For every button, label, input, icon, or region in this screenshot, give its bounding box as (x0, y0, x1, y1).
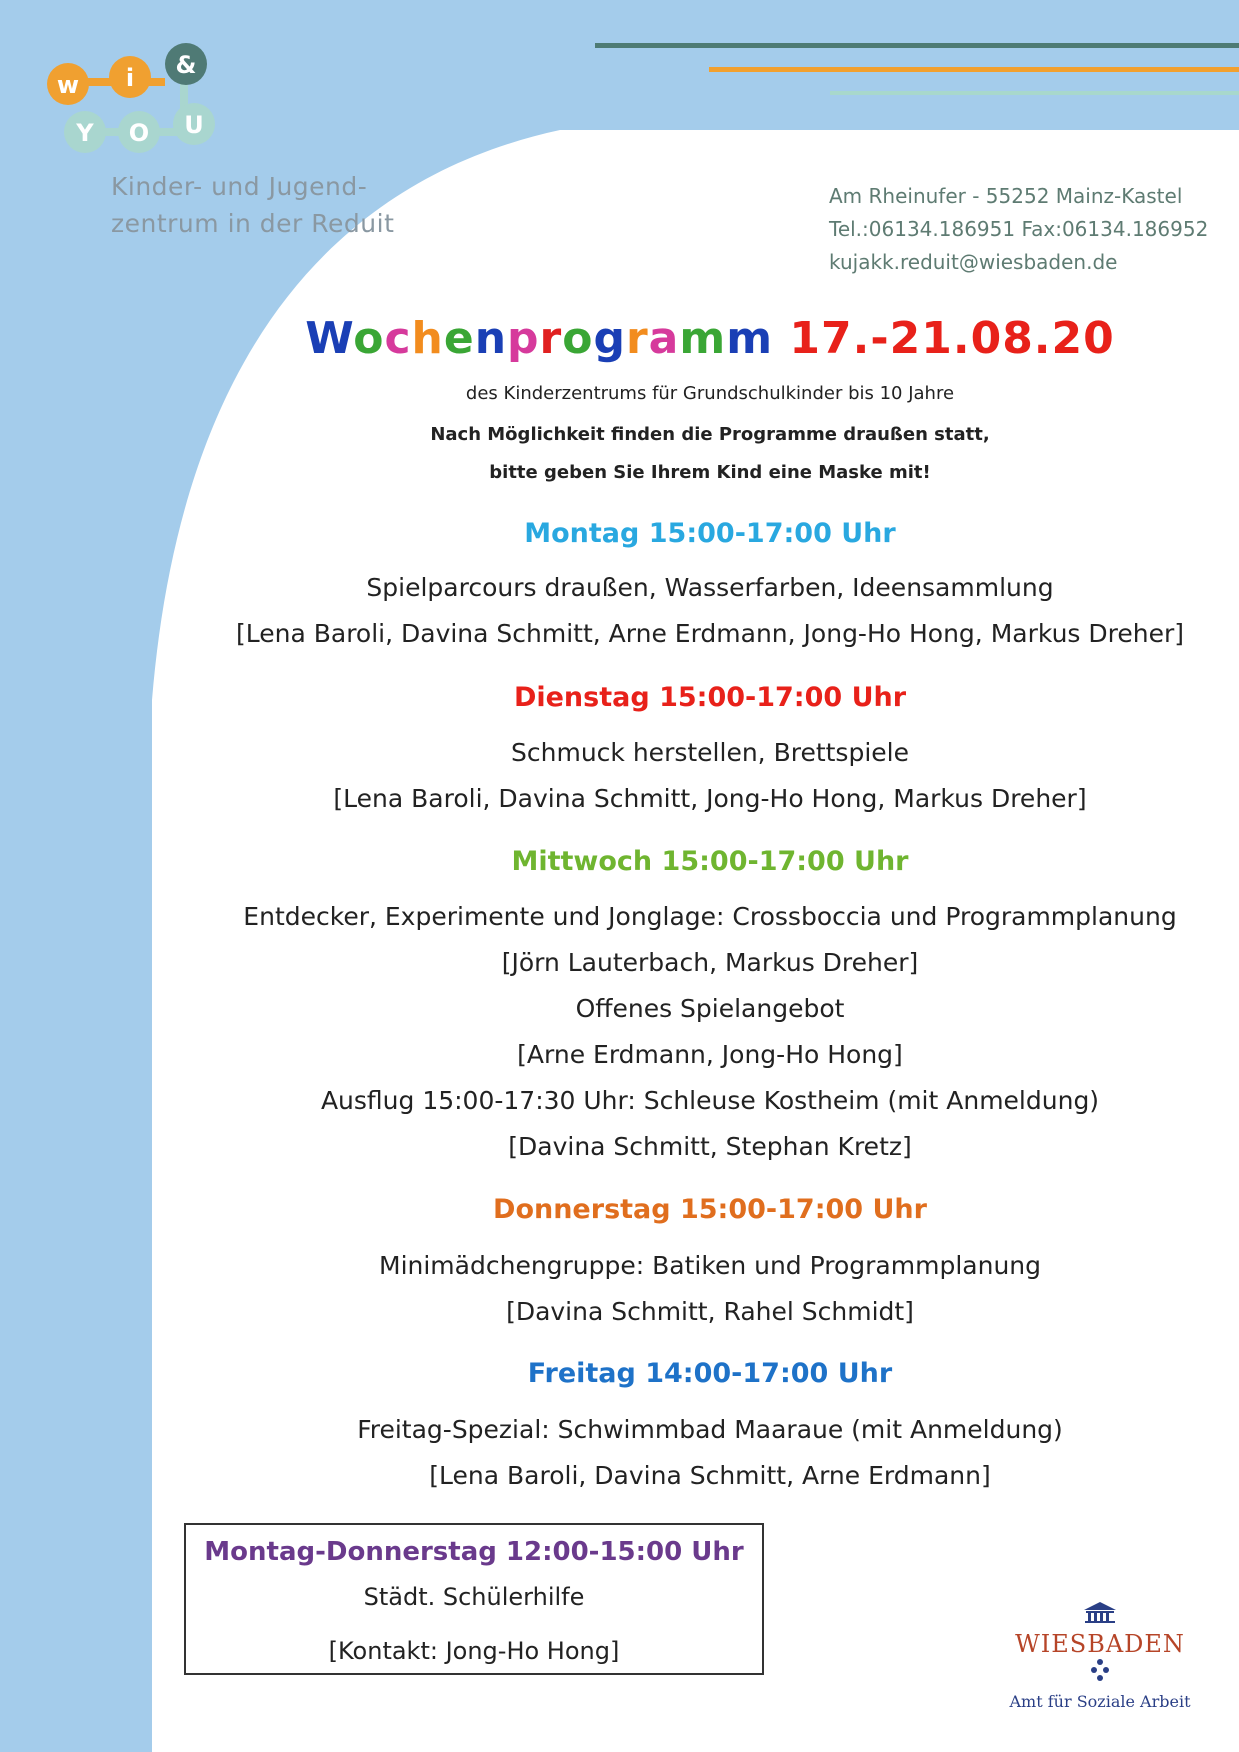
logo-letter-u: U (184, 111, 204, 139)
wi-and-you-logo (40, 40, 230, 170)
logo-letter-i: i (125, 64, 135, 92)
donnerstag-staff: [Davina Schmitt, Rahel Schmidt] (506, 1297, 914, 1326)
title-letter: m (726, 313, 774, 364)
montag-activity: Spielparcours draußen, Wasserfarben, Ideensammlung (366, 573, 1054, 602)
building-icon (1080, 1600, 1120, 1624)
mittwoch-activity-1: Entdecker, Experimente und Jonglage: Crossboccia und Programmplanung (243, 902, 1177, 931)
title-letter: o (562, 313, 594, 364)
mittwoch-staff-2: [Arne Erdmann, Jong-Ho Hong] (517, 1040, 903, 1069)
title-letter: c (384, 313, 412, 364)
freitag-staff: [Lena Baroli, Davina Schmitt, Arne Erdmann] (429, 1461, 991, 1490)
dienstag-activity: Schmuck herstellen, Brettspiele (511, 738, 909, 767)
wiesbaden-wordmark: WIESBADEN (1015, 1630, 1185, 1658)
mittwoch-staff-3: [Davina Schmitt, Stephan Kretz] (508, 1132, 912, 1161)
donnerstag-activity: Minimädchengruppe: Batiken und Programmplanung (379, 1251, 1041, 1280)
title-letter: m (679, 313, 727, 364)
infobox-contact: [Kontakt: Jong-Ho Hong] (328, 1637, 620, 1665)
subtitle: des Kinderzentrums für Grundschulkinder bis 10 Jahre (465, 383, 955, 404)
contact-address: Am Rheinufer - 55252 Mainz-Kastel (829, 184, 1183, 208)
tagline-line-1: Kinder- und Jugend- (111, 172, 368, 201)
day-heading-montag: Montag 15:00-17:00 Uhr (524, 518, 896, 549)
schuelerhilfe-box (184, 1523, 764, 1675)
tagline-line-2: zentrum in der Reduit (111, 209, 395, 238)
dienstag-staff: [Lena Baroli, Davina Schmitt, Jong-Ho Hong, Markus Dreher] (333, 784, 1087, 813)
infobox-heading: Montag-Donnerstag 12:00-15:00 Uhr (204, 1537, 744, 1567)
title-letter: r (539, 313, 563, 364)
stripe-light (830, 91, 1239, 95)
page-title (170, 313, 1239, 364)
notice-line-2: bitte geben Sie Ihrem Kind eine Maske mit! (489, 462, 931, 483)
mittwoch-activity-2: Offenes Spielangebot (575, 994, 845, 1023)
title-letter: g (593, 313, 626, 364)
logo-letter-o: O (128, 119, 150, 147)
mittwoch-activity-3: Ausflug 15:00-17:30 Uhr: Schleuse Kostheim (mit Anmeldung) (320, 1086, 1100, 1115)
stripe-dark (595, 43, 1239, 48)
logo-tagline (111, 168, 394, 242)
title-letter: p (507, 313, 540, 364)
title-letter: e (443, 313, 475, 364)
title-letter: h (411, 313, 444, 364)
contact-phone-fax: Tel.:06134.186951 Fax:06134.186952 (829, 217, 1209, 241)
contact-block (829, 180, 1208, 279)
title-letter: W (305, 313, 354, 364)
title-letter: a (648, 313, 680, 364)
day-heading-freitag: Freitag 14:00-17:00 Uhr (527, 1358, 893, 1389)
notice-line-1: Nach Möglichkeit finden die Programme draußen statt, (430, 424, 990, 445)
montag-staff: [Lena Baroli, Davina Schmitt, Arne Erdmann, Jong-Ho Hong, Markus Dreher] (235, 619, 1185, 648)
title-word (305, 313, 773, 364)
contact-email: kujakk.reduit@wiesbaden.de (829, 250, 1118, 274)
logo-letter-w: w (56, 71, 80, 99)
day-heading-mittwoch: Mittwoch 15:00-17:00 Uhr (511, 846, 909, 877)
freitag-activity: Freitag-Spezial: Schwimmbad Maaraue (mit Anmeldung) (357, 1415, 1063, 1444)
day-heading-donnerstag: Donnerstag 15:00-17:00 Uhr (493, 1194, 927, 1225)
title-date: 17.-21.08.20 (789, 313, 1115, 364)
stripe-orange (709, 67, 1239, 72)
title-letter: r (625, 313, 649, 364)
infobox-service: Städt. Schülerhilfe (363, 1583, 585, 1611)
day-heading-dienstag: Dienstag 15:00-17:00 Uhr (513, 682, 907, 713)
title-letter: o (353, 313, 385, 364)
logo-letter-y: Y (76, 119, 94, 147)
title-letter: n (474, 313, 508, 364)
logo-letter-ampersand: & (175, 51, 197, 79)
wiesbaden-logo (1000, 1600, 1200, 1711)
department-name: Amt für Soziale Arbeit (1009, 1692, 1191, 1711)
mittwoch-staff-1: [Jörn Lauterbach, Markus Dreher] (501, 948, 919, 977)
fleur-de-lis-icon (1085, 1658, 1115, 1684)
